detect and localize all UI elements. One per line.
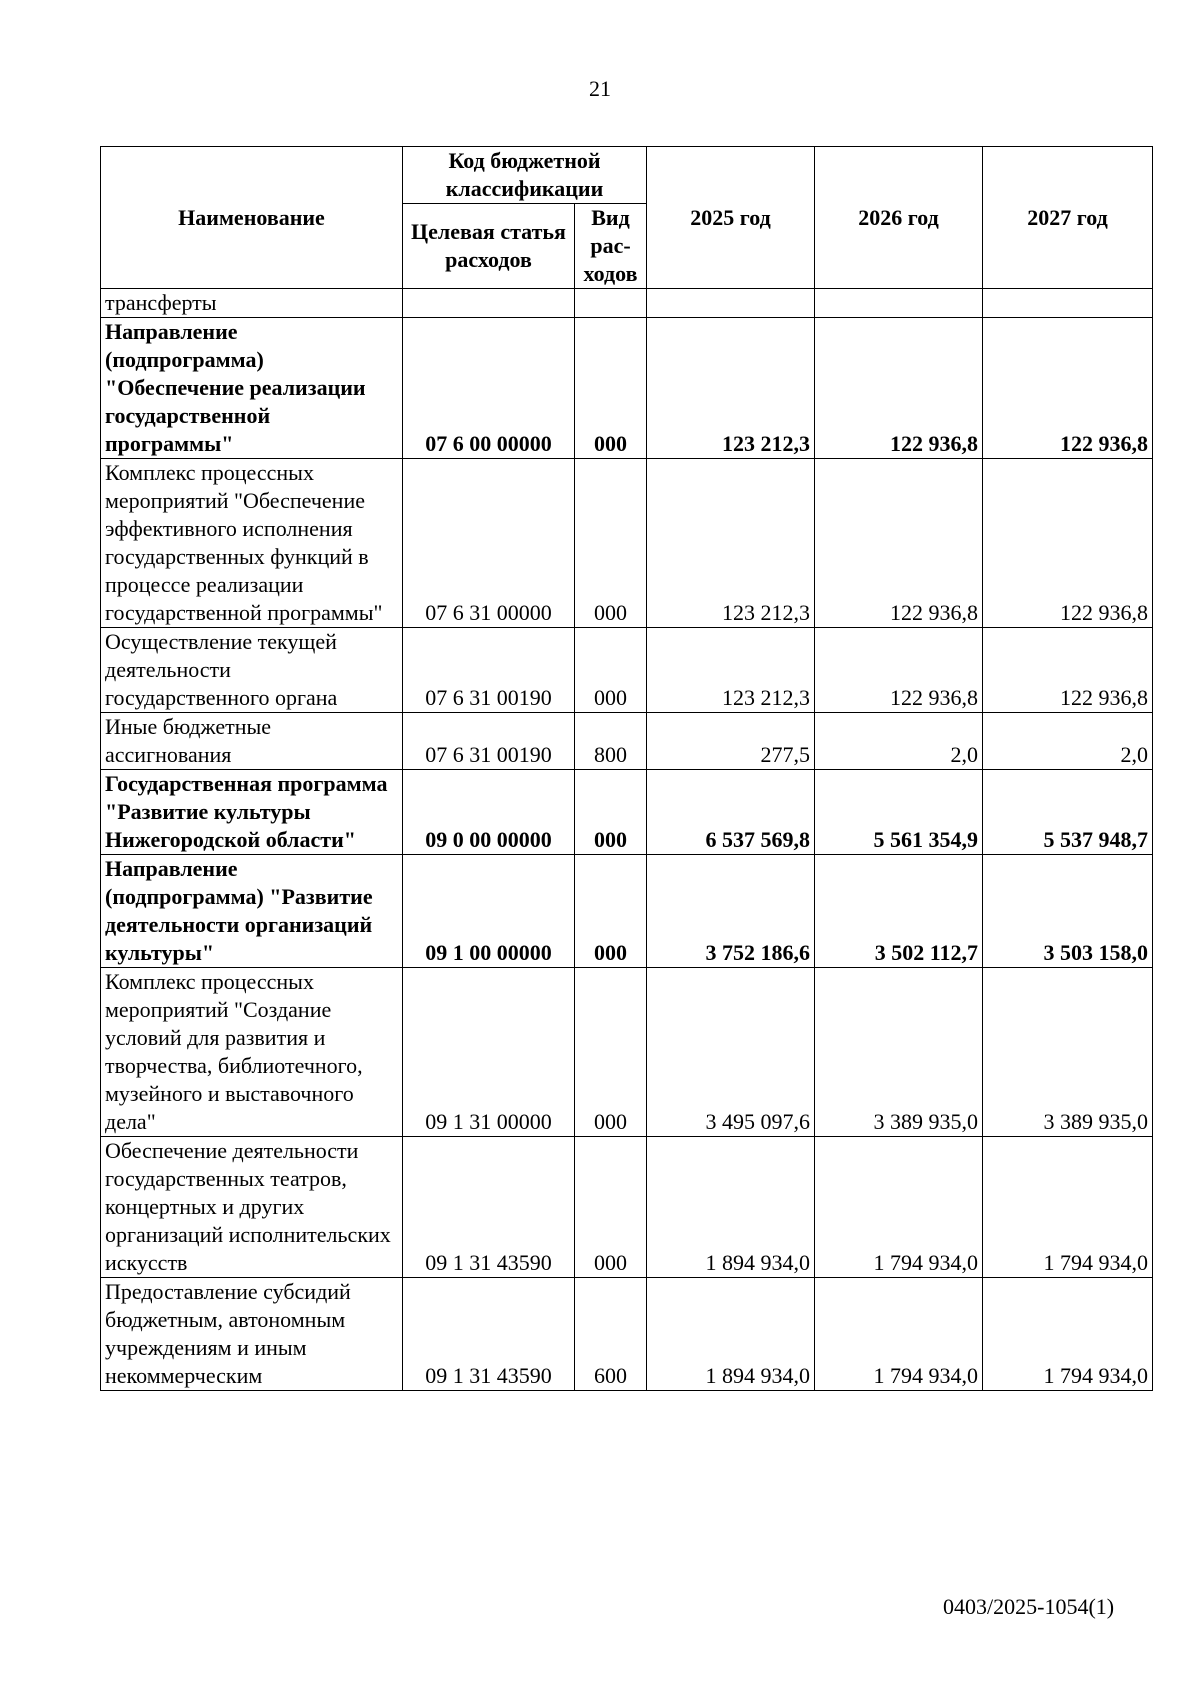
row-code: 07 6 31 00190 [403, 628, 575, 713]
row-kind: 000 [575, 459, 647, 628]
row-name: Комплекс процессных мероприятий "Обеспечение эффективного исполнения государственных функций в процессе реализации государственной программы" [101, 459, 403, 628]
row-kind: 000 [575, 318, 647, 459]
row-2026: 5 561 354,9 [815, 770, 983, 855]
table-row [101, 289, 1153, 318]
row-2025 [647, 289, 815, 318]
row-name: Иные бюджетные ассигнования [101, 713, 403, 770]
row-2027: 1 794 934,0 [983, 1137, 1153, 1278]
row-2027: 122 936,8 [983, 628, 1153, 713]
row-kind: 000 [575, 1137, 647, 1278]
table-row [101, 968, 1153, 1137]
row-code: 09 1 31 43590 [403, 1278, 575, 1391]
header-target-article: Целевая статья расходов [403, 204, 575, 289]
table-row [101, 1278, 1153, 1391]
table-row [101, 459, 1153, 628]
row-2027: 1 794 934,0 [983, 1278, 1153, 1391]
document-code: 0403/2025-1054(1) [943, 1594, 1115, 1619]
row-code [403, 289, 575, 318]
row-2025: 123 212,3 [647, 459, 815, 628]
row-2025: 123 212,3 [647, 318, 815, 459]
row-name: Комплекс процессных мероприятий "Создание условий для развития и творчества, библиотечного, музейного и выставочного дела" [101, 968, 403, 1137]
row-2027: 3 503 158,0 [983, 855, 1153, 968]
row-2025: 3 495 097,6 [647, 968, 815, 1137]
header-name: Наименование [101, 147, 403, 289]
row-2025: 6 537 569,8 [647, 770, 815, 855]
table-row [101, 318, 1153, 459]
table-row [101, 628, 1153, 713]
row-kind: 000 [575, 855, 647, 968]
row-2026: 122 936,8 [815, 318, 983, 459]
row-2025: 3 752 186,6 [647, 855, 815, 968]
row-kind: 000 [575, 770, 647, 855]
row-2026: 2,0 [815, 713, 983, 770]
row-2027: 122 936,8 [983, 318, 1153, 459]
row-code: 07 6 00 00000 [403, 318, 575, 459]
row-2026: 122 936,8 [815, 628, 983, 713]
table-row [101, 713, 1153, 770]
row-2026 [815, 289, 983, 318]
row-code: 09 1 31 00000 [403, 968, 575, 1137]
row-name: Государственная программа "Развитие культуры Нижегородской области" [101, 770, 403, 855]
row-name: Осуществление текущей деятельности государственного органа [101, 628, 403, 713]
header-expense-kind: Вид рас-ходов [575, 204, 647, 289]
row-kind [575, 289, 647, 318]
page-number: 21 [589, 76, 611, 101]
row-code: 09 1 00 00000 [403, 855, 575, 968]
row-kind: 800 [575, 713, 647, 770]
row-2026: 1 794 934,0 [815, 1137, 983, 1278]
header-budget-code: Код бюджетной классификации [403, 147, 647, 204]
row-code: 09 0 00 00000 [403, 770, 575, 855]
row-2027: 5 537 948,7 [983, 770, 1153, 855]
table-row [101, 1137, 1153, 1278]
row-2026: 3 389 935,0 [815, 968, 983, 1137]
row-name: Направление (подпрограмма) "Обеспечение реализации государственной программы" [101, 318, 403, 459]
row-code: 07 6 31 00000 [403, 459, 575, 628]
row-2027 [983, 289, 1153, 318]
header-year-2025: 2025 год [647, 147, 815, 289]
row-code: 09 1 31 43590 [403, 1137, 575, 1278]
row-code: 07 6 31 00190 [403, 713, 575, 770]
row-2027: 2,0 [983, 713, 1153, 770]
table-row [101, 855, 1153, 968]
row-name: трансферты [101, 289, 403, 318]
row-name: Обеспечение деятельности государственных театров, концертных и других организаций исполнительских искусств [101, 1137, 403, 1278]
row-2025: 1 894 934,0 [647, 1137, 815, 1278]
row-2025: 277,5 [647, 713, 815, 770]
row-kind: 000 [575, 628, 647, 713]
row-kind: 000 [575, 968, 647, 1137]
budget-table [100, 146, 1153, 1391]
row-2025: 123 212,3 [647, 628, 815, 713]
row-kind: 600 [575, 1278, 647, 1391]
header-year-2027: 2027 год [983, 147, 1153, 289]
row-name: Предоставление субсидий бюджетным, автономным учреждениям и иным некоммерческим [101, 1278, 403, 1391]
row-2027: 3 389 935,0 [983, 968, 1153, 1137]
row-2025: 1 894 934,0 [647, 1278, 815, 1391]
header-year-2026: 2026 год [815, 147, 983, 289]
row-name: Направление (подпрограмма) "Развитие деятельности организаций культуры" [101, 855, 403, 968]
row-2027: 122 936,8 [983, 459, 1153, 628]
row-2026: 1 794 934,0 [815, 1278, 983, 1391]
row-2026: 3 502 112,7 [815, 855, 983, 968]
row-2026: 122 936,8 [815, 459, 983, 628]
table-row [101, 770, 1153, 855]
